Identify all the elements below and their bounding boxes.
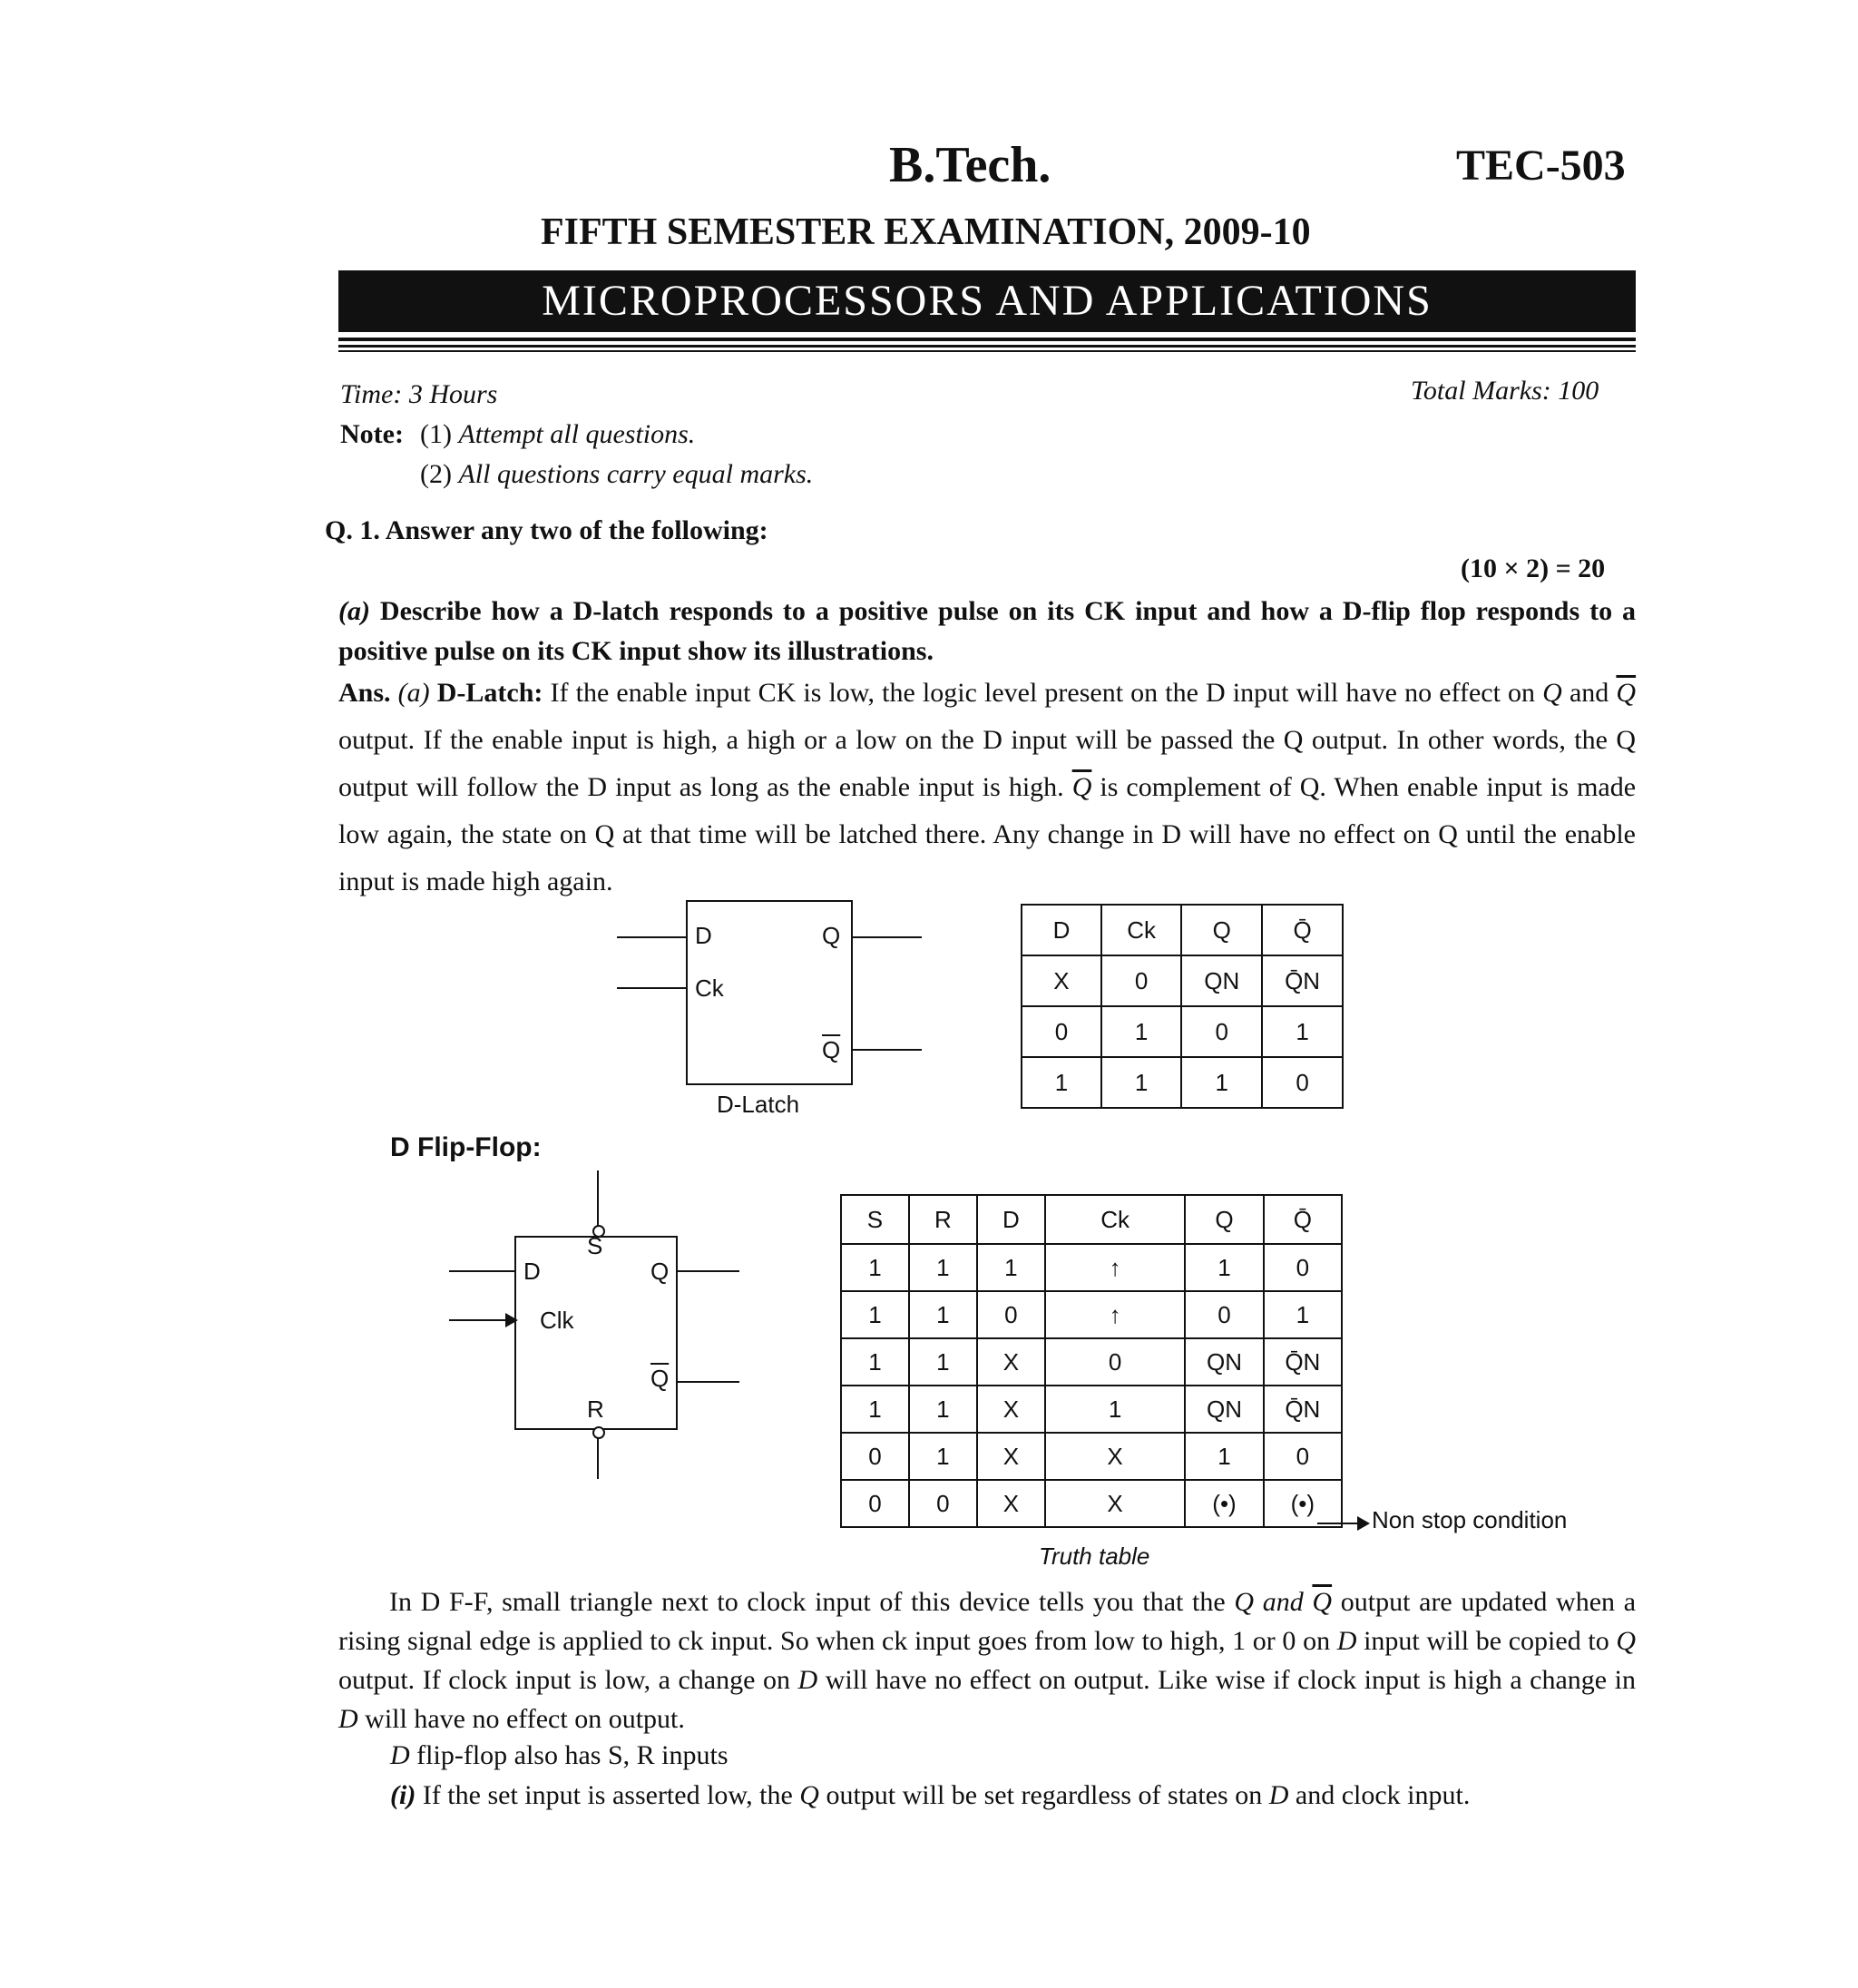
table-row (841, 1480, 1342, 1527)
d-flip-flop-truth-table (840, 1194, 1343, 1528)
pin-d: D (523, 1258, 541, 1285)
clock-triangle-icon (505, 1313, 518, 1327)
question-1a-label: (a) (338, 596, 370, 626)
table-cell: 1 (841, 1244, 909, 1291)
d-latch-caption: D-Latch (717, 1091, 800, 1118)
table-cell: 0 (909, 1480, 977, 1527)
qbar-output-wire (851, 1049, 922, 1051)
table-header-row (841, 1195, 1342, 1244)
pin-qbar: $\overline{Q}$ (822, 1036, 841, 1063)
answer-part: (a) (397, 678, 430, 708)
exam-title: FIFTH SEMESTER EXAMINATION, 2009-10 (541, 211, 1311, 253)
question-1a-text: Describe how a D-latch responds to a positive pulse on its CK input and how a D-flip flop responds to a positive pulse on its CK input show its illustrations. (338, 596, 1636, 666)
table-cell: 0 (1101, 955, 1181, 1006)
table-cell: 1 (841, 1338, 909, 1386)
d-latch-diagram (617, 898, 925, 1134)
table-cell: ↑ (1045, 1291, 1185, 1338)
d-symbol: D (338, 1704, 358, 1734)
table-cell: X (1022, 955, 1101, 1006)
note-1 (420, 419, 695, 450)
header-cell: R (909, 1195, 977, 1244)
table-cell: 1 (1185, 1433, 1263, 1480)
reset-wire (597, 1437, 599, 1479)
header-rule (338, 350, 1636, 352)
header-cell: Q̄ (1264, 1195, 1342, 1244)
nonstop-arrow-line (1317, 1523, 1359, 1524)
question-1-label: Q. 1. (325, 515, 380, 545)
degree-title: B.Tech. (889, 137, 1051, 193)
q-symbol: Q (1616, 1626, 1637, 1656)
pin-q: Q (650, 1258, 670, 1285)
qbar-output-wire (676, 1381, 739, 1383)
table-header-row (1022, 905, 1343, 955)
d-input-wire (449, 1270, 514, 1272)
table-cell: Q̄N (1264, 1338, 1342, 1386)
table-cell: 1 (909, 1338, 977, 1386)
table-cell: Q̄N (1264, 1386, 1342, 1433)
note-1-text: Attempt all questions. (458, 419, 696, 449)
answer-text-1a: If the enable input CK is low, the logic level present on the D input will have no effect on (550, 678, 1536, 708)
header-cell: D (977, 1195, 1045, 1244)
table-cell: X (1045, 1480, 1185, 1527)
para4-text-a: If the set input is asserted low, the (422, 1780, 793, 1810)
table-cell: 1 (1185, 1244, 1263, 1291)
answer-text-1c-b: is complement of Q. When (1100, 772, 1400, 802)
truth-table-caption: Truth table (1039, 1542, 1150, 1570)
para4-text-c: and clock input. (1295, 1780, 1471, 1810)
table-row (1022, 1006, 1343, 1057)
table-row (841, 1244, 1342, 1291)
header-cell: D (1022, 905, 1101, 955)
table-cell: QN (1185, 1338, 1263, 1386)
table-cell: 0 (1045, 1338, 1185, 1386)
table-cell: 1 (1181, 1057, 1262, 1108)
q-output-wire (676, 1270, 739, 1272)
question-1a (338, 592, 1636, 671)
table-cell: (•) (1185, 1480, 1263, 1527)
question-1-instruction: Answer any two of the following: (385, 515, 768, 545)
table-cell: 0 (1181, 1006, 1262, 1057)
paper-code: TEC-503 (1456, 142, 1626, 190)
table-cell: 1 (977, 1244, 1045, 1291)
answer-paragraph-3 (390, 1740, 729, 1771)
set-wire (597, 1170, 599, 1227)
pin-r: R (587, 1396, 604, 1423)
d-flip-flop-heading: D Flip-Flop: (390, 1132, 542, 1162)
table-cell: 1 (909, 1244, 977, 1291)
q-bar-symbol: $\overline{Q}$ (1616, 678, 1637, 708)
table-row (841, 1291, 1342, 1338)
para2-text-d: output. If clock input is low, a change on (338, 1665, 790, 1695)
note-2 (420, 459, 813, 490)
table-cell: 1 (1101, 1006, 1181, 1057)
time-info: Time: 3 Hours (340, 379, 498, 409)
table-cell: 0 (841, 1433, 909, 1480)
table-row (1022, 955, 1343, 1006)
table-cell: 1 (841, 1291, 909, 1338)
table-cell: 1 (841, 1386, 909, 1433)
item-number: (i) (390, 1780, 416, 1810)
note-2-num: (2) (420, 459, 452, 489)
header-cell: Ck (1101, 905, 1181, 955)
pin-d: D (695, 922, 712, 949)
header-rule (338, 345, 1636, 348)
q-symbol: Q (1542, 678, 1562, 708)
para2-text-e: will have no effect on output. Like wise if clock input is high a change in (825, 1665, 1637, 1695)
table-cell: QN (1185, 1386, 1263, 1433)
q-and-symbol: Q and (1234, 1587, 1304, 1617)
answer-prefix: Ans. (338, 678, 391, 708)
pin-s: S (587, 1232, 603, 1259)
table-cell: 1 (1022, 1057, 1101, 1108)
d-latch-truth-table (1021, 904, 1344, 1109)
table-cell: 1 (909, 1291, 977, 1338)
table-cell: X (977, 1433, 1045, 1480)
table-row (841, 1338, 1342, 1386)
table-cell: 0 (1262, 1057, 1343, 1108)
header-cell: Q (1185, 1195, 1263, 1244)
table-cell: X (1045, 1433, 1185, 1480)
table-cell: 0 (1264, 1433, 1342, 1480)
question-1 (325, 515, 768, 546)
table-cell: 0 (1264, 1244, 1342, 1291)
table-cell: 1 (909, 1433, 977, 1480)
table-row (841, 1433, 1342, 1480)
ck-input-wire (617, 987, 688, 989)
para3-text: flip-flop also has S, R inputs (416, 1740, 729, 1770)
d-symbol: D (797, 1665, 818, 1695)
table-row (841, 1386, 1342, 1433)
answer-paragraph-1 (338, 670, 1636, 906)
table-cell: 1 (1264, 1291, 1342, 1338)
subject-banner: MICROPROCESSORS AND APPLICATIONS (338, 270, 1636, 332)
table-cell: 1 (1262, 1006, 1343, 1057)
table-cell: 1 (909, 1386, 977, 1433)
arrow-right-icon (1357, 1516, 1370, 1531)
note-2-text: All questions carry equal marks. (458, 459, 814, 489)
answer-text-1b: output. If the enable input is high, a high or a low on the D input will be passed the Q output. In other (338, 725, 1484, 755)
answer-text-1c: words, the Q output will follow the D input as long as the enable input is high. (338, 725, 1636, 802)
question-1-marks: (10 × 2) = 20 (1461, 553, 1606, 583)
q-symbol: Q (799, 1780, 819, 1810)
para2-text-a: In D F-F, small triangle next to clock input of this device tells you that the (389, 1587, 1226, 1617)
d-flip-flop-diagram (449, 1170, 758, 1479)
total-marks: Total Marks: 100 (1411, 376, 1599, 406)
table-cell: 0 (841, 1480, 909, 1527)
header-cell: Q̄ (1262, 905, 1343, 955)
table-cell: Q̄N (1262, 955, 1343, 1006)
note-label (340, 419, 404, 450)
d-symbol: D (390, 1740, 410, 1770)
para2-text-c: input will be copied to (1364, 1626, 1609, 1656)
pin-ck: Ck (695, 974, 724, 1002)
table-cell: QN (1181, 955, 1262, 1006)
header-cell: Ck (1045, 1195, 1185, 1244)
para2-text-b: output are updated when a rising signal edge is applied to ck input. So when ck input goes from low to high, 1 or 0 on (338, 1587, 1637, 1656)
pin-qbar: $\overline{Q}$ (650, 1365, 670, 1392)
clk-input-wire (449, 1319, 507, 1321)
table-cell: 0 (1022, 1006, 1101, 1057)
reset-bubble (592, 1426, 605, 1439)
answer-heading: D-Latch: (436, 678, 543, 708)
table-cell: 1 (1101, 1057, 1181, 1108)
table-cell: X (977, 1480, 1045, 1527)
header-cell: Q (1181, 905, 1262, 955)
pin-clk: Clk (540, 1307, 574, 1334)
answer-paragraph-4 (390, 1780, 1470, 1811)
table-cell: X (977, 1338, 1045, 1386)
nonstop-condition-label: Non stop condition (1372, 1506, 1568, 1533)
q-bar-symbol: $\overline{Q}$ (1071, 772, 1092, 802)
table-row (1022, 1057, 1343, 1108)
d-symbol: D (1268, 1780, 1289, 1810)
header-cell: S (841, 1195, 909, 1244)
answer-text-1d: enable input is made low again, the state on Q at that time will be latched there. Any change in D will have no effect on Q until the enable input is made high again. (338, 772, 1637, 896)
d-symbol: D (1336, 1626, 1357, 1656)
note-label-text: Note: (340, 419, 404, 449)
answer-paragraph-2 (338, 1582, 1636, 1738)
table-cell: 0 (1185, 1291, 1263, 1338)
table-cell: 0 (977, 1291, 1045, 1338)
para4-text-b: output will be set regardless of states on (826, 1780, 1263, 1810)
answer-and: and (1569, 678, 1609, 708)
q-bar-symbol: $\overline{Q}$ (1312, 1587, 1333, 1617)
table-cell: (•) (1264, 1480, 1342, 1527)
header-rule (338, 338, 1636, 341)
para2-text-f: will have no effect on output. (365, 1704, 685, 1734)
note-1-num: (1) (420, 419, 452, 449)
d-input-wire (617, 936, 688, 938)
pin-q: Q (822, 922, 841, 949)
table-cell: X (977, 1386, 1045, 1433)
table-cell: 1 (1045, 1386, 1185, 1433)
table-cell: ↑ (1045, 1244, 1185, 1291)
q-output-wire (851, 936, 922, 938)
